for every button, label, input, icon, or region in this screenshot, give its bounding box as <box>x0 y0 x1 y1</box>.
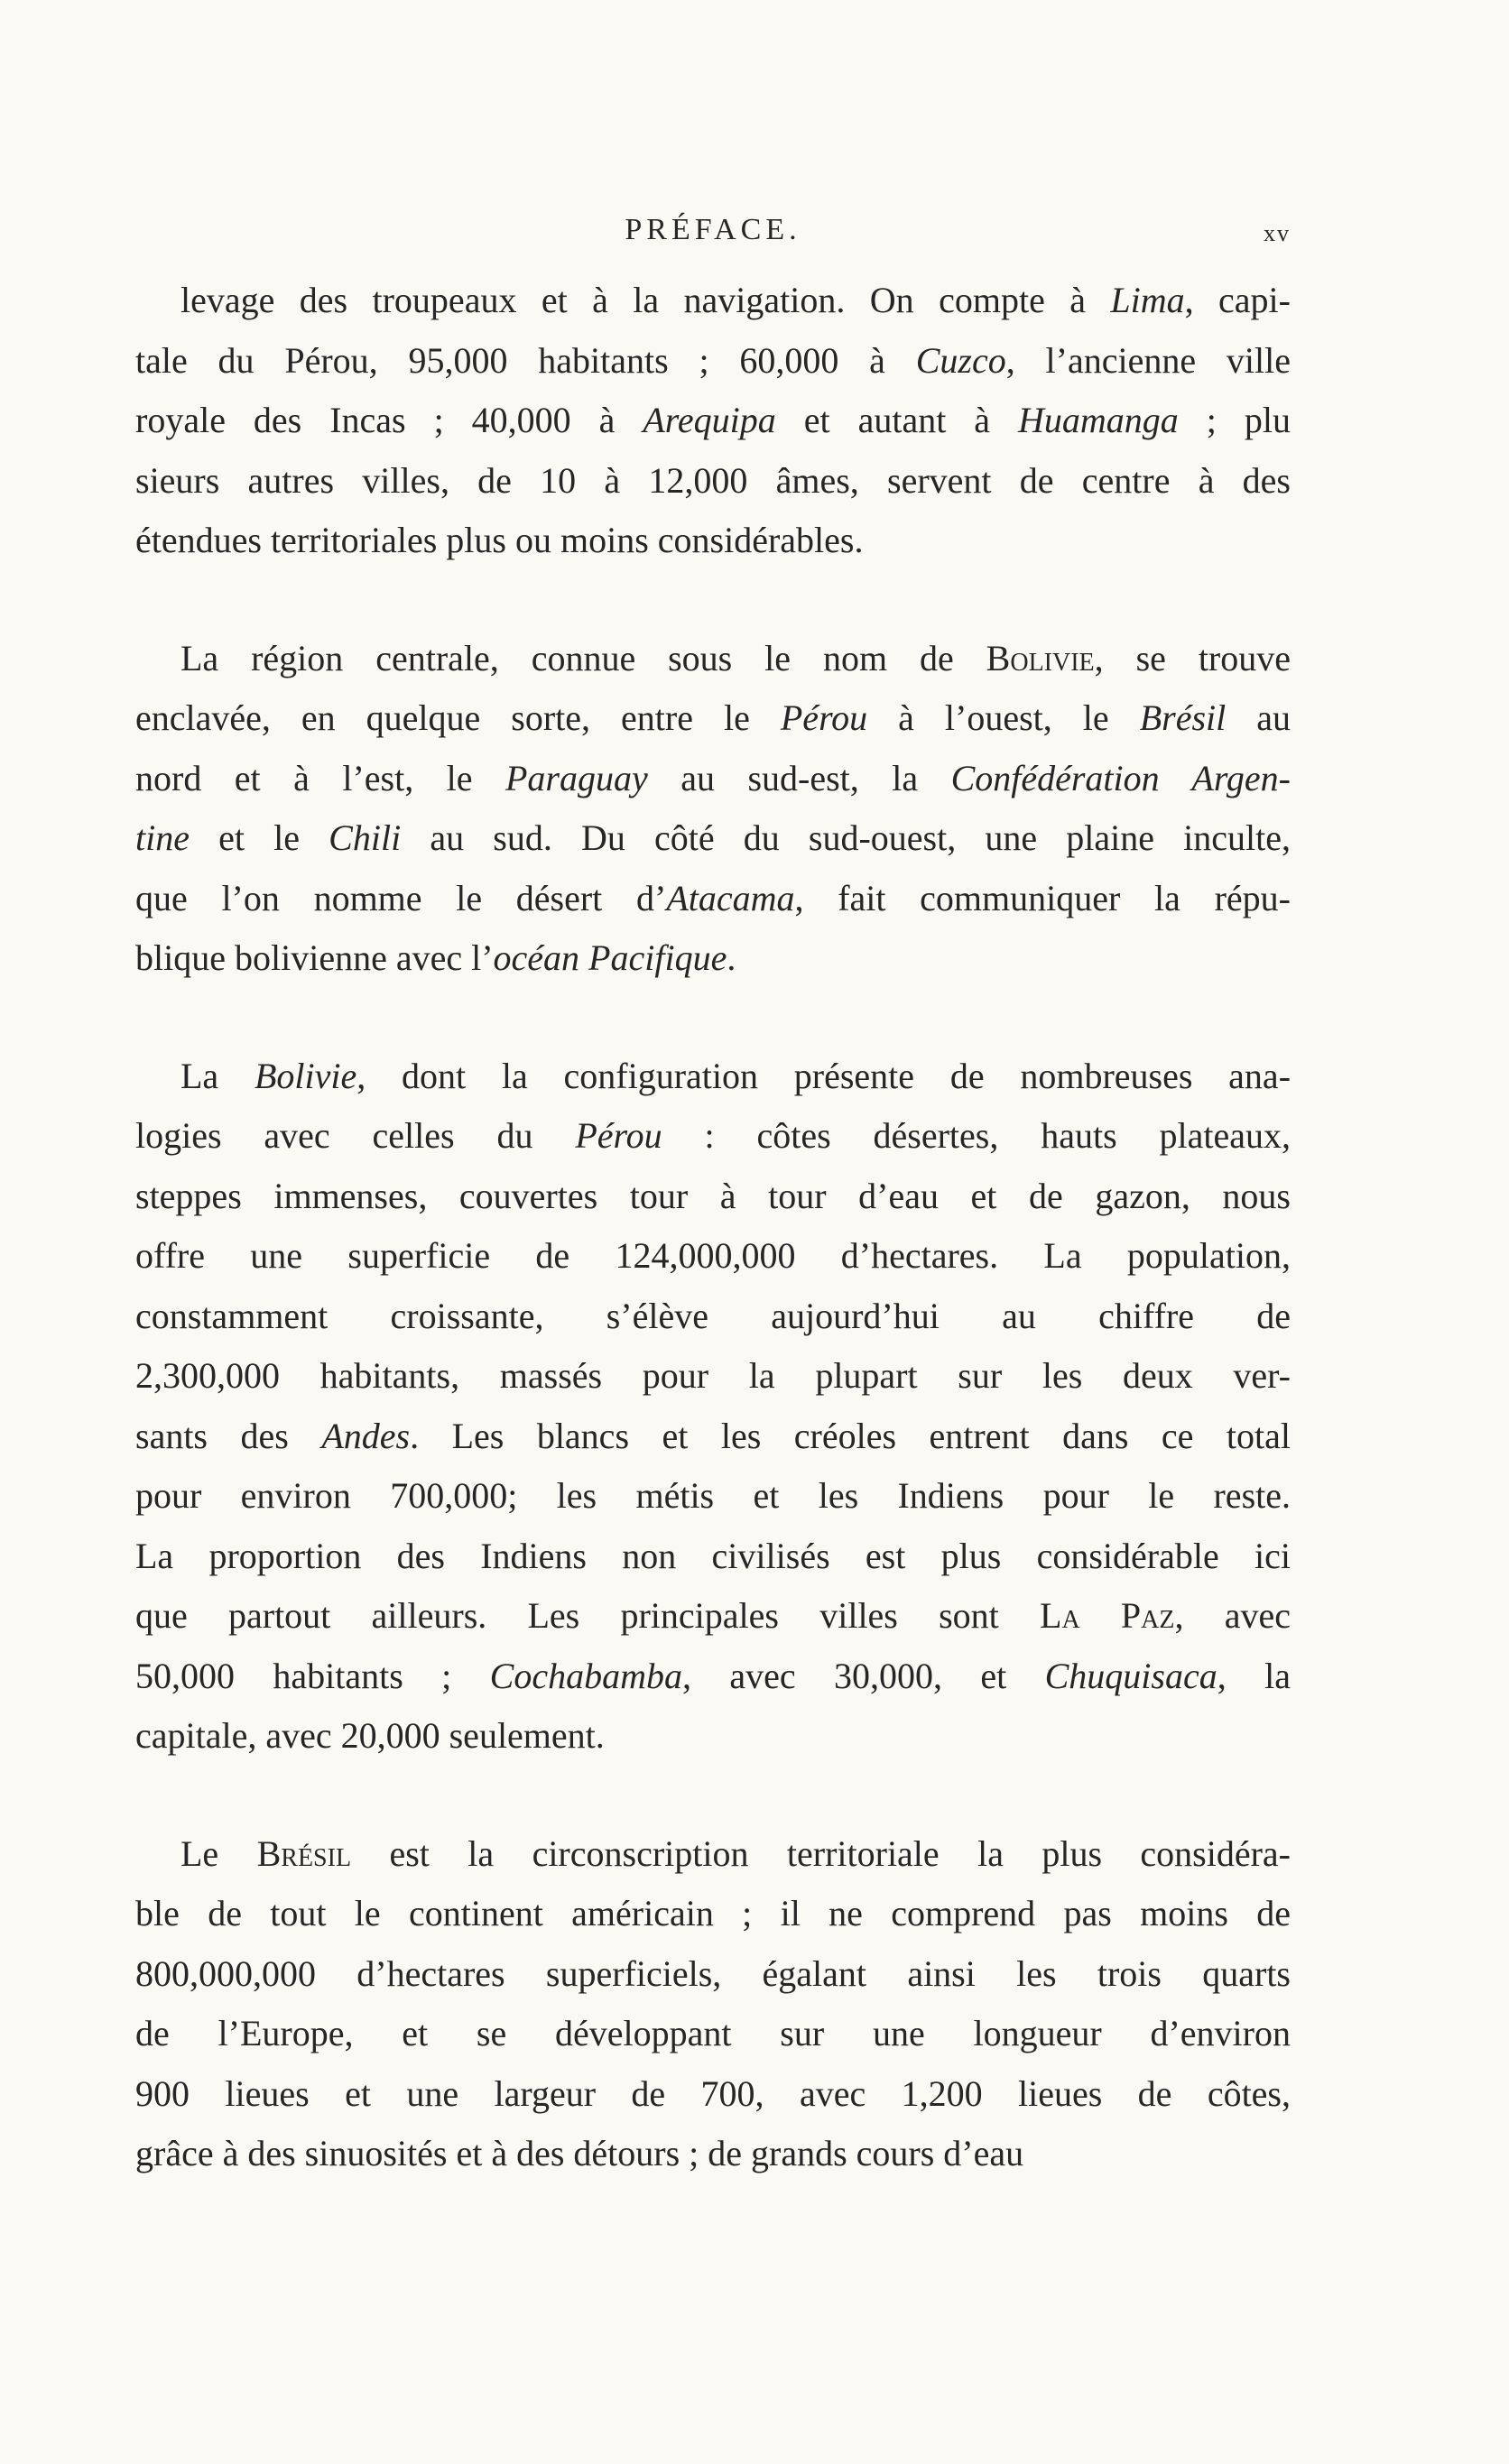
italic-run: Lima <box>1110 280 1185 320</box>
text-run: , capi- <box>1184 280 1291 320</box>
text-run: de l’Europe, et se développant sur une longueur d’environ <box>135 2013 1291 2053</box>
text-run: sants des <box>135 1415 322 1456</box>
text-line <box>135 1647 1291 1707</box>
page-number: xv <box>1264 220 1291 246</box>
text-run: , l’ancienne ville <box>1005 339 1291 381</box>
text-line <box>135 271 1291 331</box>
text-run: logies avec celles du <box>135 1115 576 1156</box>
paragraph <box>135 1824 1291 2184</box>
text-run: et autant à <box>775 400 1019 440</box>
text-run: offre une superficie de 124,000,000 d’hectares. La population, <box>135 1235 1291 1276</box>
text-line <box>135 2124 1291 2184</box>
text-line <box>135 2004 1291 2064</box>
text-run: 2,300,000 habitants, massés pour la plupart sur les deux ver- <box>135 1355 1291 1396</box>
text-line <box>135 1047 1291 1107</box>
text-run: steppes immenses, couvertes tour à tour d’eau et de gazon, nous <box>135 1175 1291 1216</box>
text-line <box>135 1287 1291 1347</box>
text-run: La région centrale, connue sous le nom de <box>181 637 986 678</box>
text-line <box>135 1346 1291 1407</box>
text-run: . <box>727 937 736 978</box>
small-caps-run: Bolivie <box>986 637 1095 678</box>
text-run: grâce à des sinuosités et à des détours ; de grands cours d’eau <box>135 2133 1024 2173</box>
text-run: Le <box>181 1832 257 1874</box>
text-run: royale des Incas ; 40,000 à <box>135 400 643 440</box>
italic-run: Huamanga <box>1018 400 1179 440</box>
text-run: , la <box>1217 1655 1291 1696</box>
text-line <box>135 629 1291 689</box>
text-run: La <box>181 1055 255 1096</box>
italic-run: Paraguay <box>505 757 648 798</box>
text-run: pour environ 700,000; les métis et les Indiens pour le reste. <box>135 1475 1291 1516</box>
italic-run: Cuzco <box>915 339 1006 381</box>
text-run: que l’on nomme le désert d’ <box>135 877 667 918</box>
text-run: 800,000,000 d’hectares superficiels, égalant ainsi les trois quarts <box>135 1952 1291 1994</box>
text-run: ; plu <box>1178 400 1291 440</box>
text-run: tale du Pérou, 95,000 habitants ; 60,000 à <box>135 339 916 381</box>
text-line <box>135 1167 1291 1227</box>
text-run: , se trouve <box>1094 637 1291 678</box>
running-title: PRÉFACE. <box>625 213 801 246</box>
small-caps-run: La Paz <box>1040 1595 1175 1636</box>
text-run: blique bolivienne avec l’ <box>135 937 494 978</box>
italic-run: Confédération Argen- <box>950 757 1291 798</box>
italic-run: Atacama <box>666 877 795 918</box>
text-run: levage des troupeaux et à la navigation. On compte à <box>181 280 1111 320</box>
text-line <box>135 1527 1291 1587</box>
text-run: , fait communiquer la répu- <box>794 877 1291 918</box>
text-line <box>135 511 1291 571</box>
text-line <box>135 391 1291 451</box>
text-line <box>135 1407 1291 1467</box>
italic-run: Cochabamba <box>489 1655 682 1696</box>
text-run: , avec 30,000, et <box>681 1655 1045 1696</box>
text-run: , avec <box>1174 1595 1291 1636</box>
body-text <box>135 271 1291 2242</box>
italic-run: tine <box>135 817 190 858</box>
running-head <box>135 213 1291 258</box>
text-run: capitale, avec 20,000 seulement. <box>135 1715 605 1756</box>
small-caps-run: Brésil <box>256 1832 352 1874</box>
text-run: nord et à l’est, le <box>135 757 505 798</box>
text-run: est la circonscription territoriale la plus considéra- <box>351 1832 1291 1874</box>
text-run: à l’ouest, le <box>867 697 1140 738</box>
italic-run: Pérou <box>575 1115 662 1156</box>
text-line <box>135 1884 1291 1944</box>
text-run: constamment croissante, s’élève aujourd’hui au chiffre de <box>135 1295 1291 1336</box>
paragraph <box>135 629 1291 989</box>
text-line <box>135 1226 1291 1287</box>
text-run: au <box>1226 697 1291 738</box>
text-run: enclavée, en quelque sorte, entre le <box>135 697 781 738</box>
text-line <box>135 331 1291 392</box>
italic-run: Chili <box>329 817 402 858</box>
text-run: . Les blancs et les créoles entrent dans ce total <box>410 1415 1291 1456</box>
text-line <box>135 1706 1291 1767</box>
text-run: que partout ailleurs. Les principales villes sont <box>135 1595 1041 1636</box>
text-line <box>135 1586 1291 1647</box>
text-line <box>135 1824 1291 1885</box>
text-run: 50,000 habitants ; <box>135 1655 490 1696</box>
text-run: ble de tout le continent américain ; il ne comprend pas moins de <box>135 1893 1291 1933</box>
italic-run: Andes <box>321 1415 411 1456</box>
text-line <box>135 2064 1291 2125</box>
text-run: au sud. Du côté du sud-ouest, une plaine inculte, <box>401 817 1291 858</box>
text-run: , dont la configuration présente de nombreuses ana- <box>356 1055 1291 1096</box>
text-line <box>135 1944 1291 2005</box>
text-run: et le <box>189 817 329 858</box>
text-run: étendues territoriales plus ou moins considérables. <box>135 520 864 560</box>
italic-run: océan Pacifique <box>493 937 727 978</box>
text-run: 900 lieues et une largeur de 700, avec 1,200 lieues de côtes, <box>135 2072 1291 2114</box>
text-line <box>135 1106 1291 1167</box>
text-line <box>135 1466 1291 1527</box>
text-line <box>135 749 1291 809</box>
text-run: au sud-est, la <box>647 757 951 798</box>
text-line <box>135 688 1291 749</box>
text-line <box>135 869 1291 929</box>
paragraph <box>135 271 1291 571</box>
text-line <box>135 451 1291 512</box>
italic-run: Bolivie <box>254 1055 357 1096</box>
italic-run: Arequipa <box>643 400 776 440</box>
italic-run: Brésil <box>1139 697 1227 738</box>
text-run: sieurs autres villes, de 10 à 12,000 âmes, servent de centre à des <box>135 459 1291 501</box>
text-run: : côtes désertes, hauts plateaux, <box>662 1115 1291 1156</box>
text-line <box>135 808 1291 869</box>
paragraph <box>135 1047 1291 1767</box>
text-run: La proportion des Indiens non civilisés est plus considérable ici <box>135 1535 1291 1576</box>
italic-run: Pérou <box>780 697 868 738</box>
italic-run: Chuquisaca <box>1044 1655 1217 1696</box>
text-line <box>135 928 1291 989</box>
